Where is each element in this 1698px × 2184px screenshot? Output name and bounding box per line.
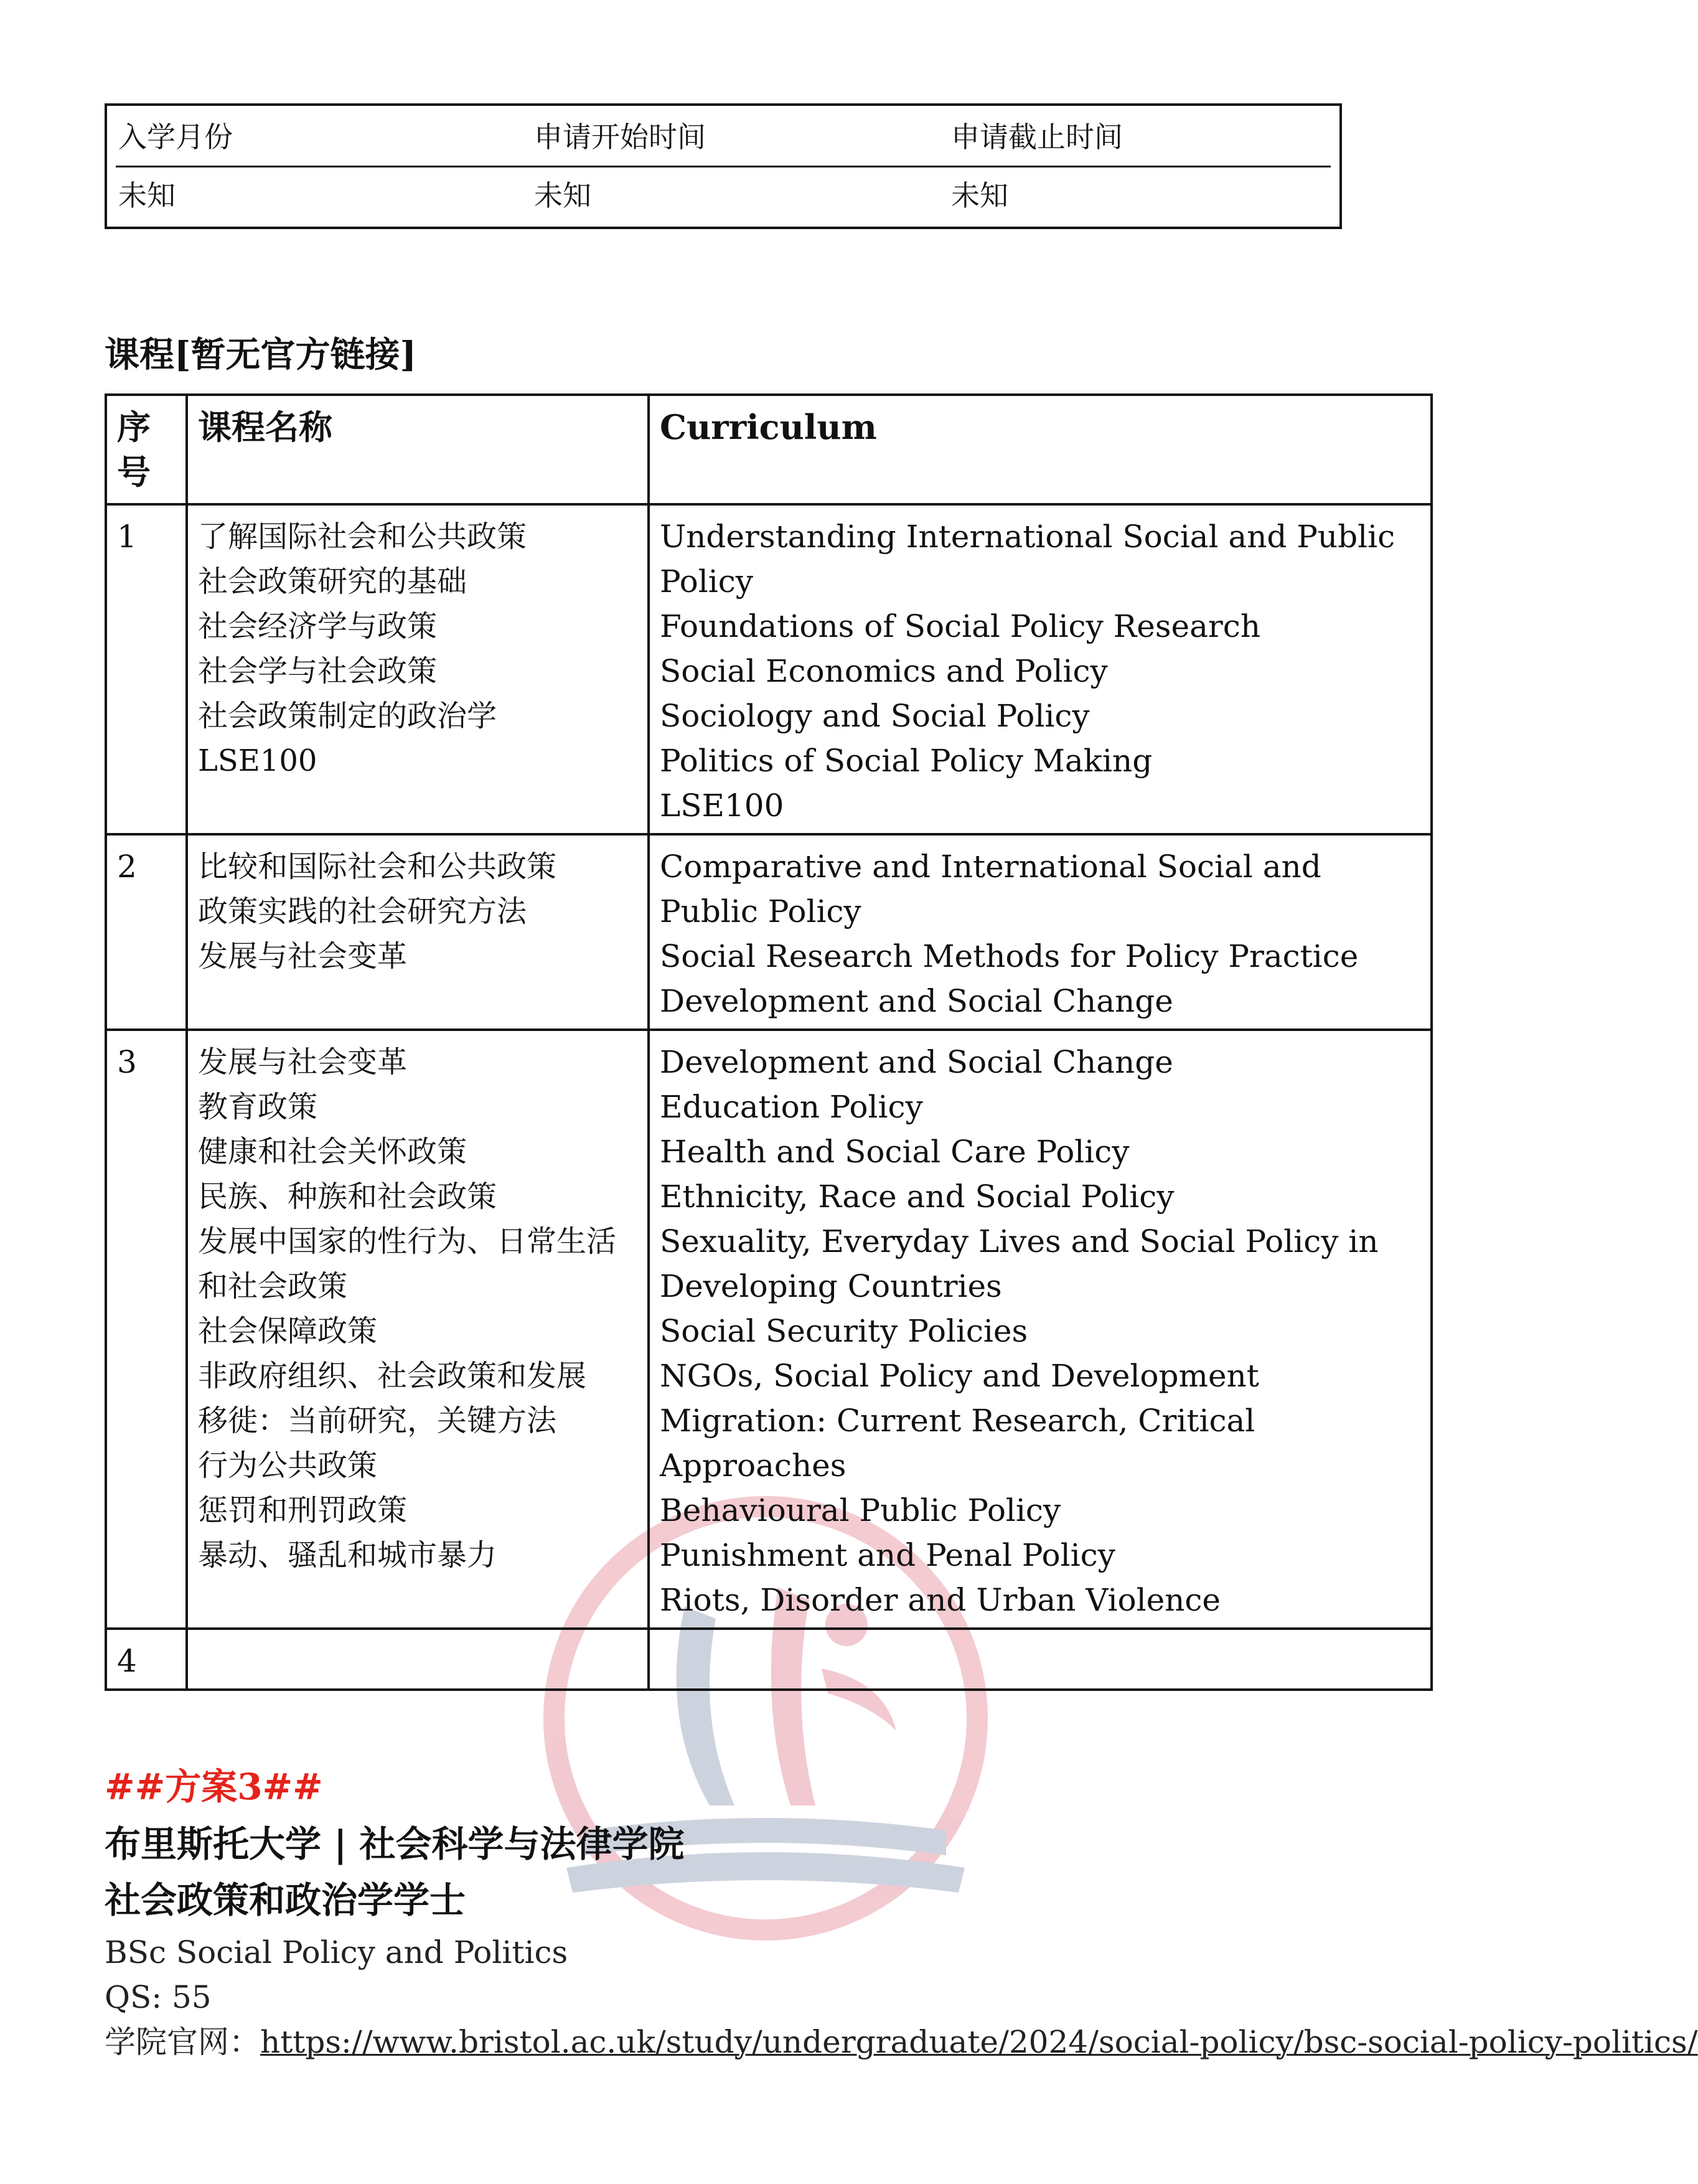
website-link[interactable]: https://www.bristol.ac.uk/study/undergraduate/2024/social-policy/bsc-social-policy-politics/ xyxy=(260,2024,1698,2060)
curriculum-row-index: 1 xyxy=(106,504,187,834)
course-name-english: Behavioural Public Policy xyxy=(660,1492,1061,1528)
curriculum-row xyxy=(106,1030,1432,1629)
university-name: 布里斯托大学 | 社会科学与法律学院 xyxy=(105,1823,685,1865)
intake-table xyxy=(105,103,1342,229)
course-name-english: Ethnicity, Race and Social Policy xyxy=(660,1179,1175,1215)
course-name-english: Sociology and Social Policy xyxy=(660,698,1090,734)
course-name-english: Punishment and Penal Policy xyxy=(660,1537,1115,1573)
curriculum-row-chinese xyxy=(187,504,649,834)
course-name-english: Foundations of Social Policy Research xyxy=(660,608,1261,644)
curriculum-row-index: 4 xyxy=(106,1629,187,1690)
intake-header-row xyxy=(116,108,1331,167)
curriculum-row-chinese xyxy=(187,1030,649,1629)
course-name-chinese: 非政府组织、社会政策和发展 xyxy=(198,1358,587,1393)
course-name-english: Comparative and International Social and Public Policy xyxy=(660,849,1321,930)
curriculum-section-title: 课程[暂无官方链接] xyxy=(105,334,416,375)
course-name-english: Politics of Social Policy Making xyxy=(660,743,1153,779)
course-name-chinese: 发展中国家的性行为、日常生活和社会政策 xyxy=(198,1224,617,1304)
course-name-chinese: 惩罚和刑罚政策 xyxy=(198,1493,408,1528)
course-name-chinese: 社会保障政策 xyxy=(198,1314,378,1349)
course-name-english: LSE100 xyxy=(660,788,784,824)
course-name-chinese: 社会经济学与政策 xyxy=(198,609,438,644)
course-name-chinese: 社会学与社会政策 xyxy=(198,654,438,689)
website-label: 学院官网： xyxy=(105,2024,260,2060)
course-name-chinese: 健康和社会关怀政策 xyxy=(198,1134,467,1169)
course-name-english: Development and Social Change xyxy=(660,983,1173,1019)
degree-english: BSc Social Policy and Politics xyxy=(105,1934,568,1970)
curriculum-body xyxy=(106,504,1432,1690)
intake-header-deadline: 申请截止时间 xyxy=(951,120,1123,154)
curriculum-header-row xyxy=(106,395,1432,504)
course-name-english: Migration: Current Research, Critical Approaches xyxy=(660,1403,1255,1484)
course-name-english: Social Research Methods for Policy Practice xyxy=(660,938,1359,974)
course-name-english: Education Policy xyxy=(660,1089,923,1125)
course-name-chinese: 暴动、骚乱和城市暴力 xyxy=(198,1538,497,1573)
intake-value-row xyxy=(116,167,1331,224)
curriculum-table xyxy=(105,393,1433,1691)
intake-value-month: 未知 xyxy=(118,179,176,212)
course-name-chinese: LSE100 xyxy=(198,743,317,778)
course-name-english: Understanding International Social and Public Policy xyxy=(660,519,1395,600)
course-name-chinese: 发展与社会变革 xyxy=(198,939,408,974)
course-name-chinese: 比较和国际社会和公共政策 xyxy=(198,849,557,884)
course-name-english: Social Economics and Policy xyxy=(660,653,1108,689)
course-name-english: Riots, Disorder and Urban Violence xyxy=(660,1582,1221,1618)
course-name-chinese: 移徙：当前研究，关键方法 xyxy=(198,1403,557,1438)
course-name-chinese: 政策实践的社会研究方法 xyxy=(198,894,527,929)
course-name-english: Health and Social Care Policy xyxy=(660,1134,1130,1170)
curriculum-row xyxy=(106,834,1432,1030)
course-name-chinese: 了解国际社会和公共政策 xyxy=(198,519,527,554)
option3-title: ##方案3## xyxy=(105,1766,323,1808)
curriculum-header-index: 序号 xyxy=(106,395,187,504)
curriculum-row-chinese xyxy=(187,1629,649,1690)
curriculum-row xyxy=(106,504,1432,834)
curriculum-row-english xyxy=(649,1629,1432,1690)
qs-ranking: QS: 55 xyxy=(105,1979,212,2015)
curriculum-row-index: 2 xyxy=(106,834,187,1030)
degree-chinese: 社会政策和政治学学士 xyxy=(105,1879,466,1921)
course-name-chinese: 民族、种族和社会政策 xyxy=(198,1179,497,1214)
course-name-chinese: 社会政策制定的政治学 xyxy=(198,699,497,733)
curriculum-header-chinese: 课程名称 xyxy=(187,395,649,504)
course-name-english: Social Security Policies xyxy=(660,1313,1028,1349)
course-name-english: NGOs, Social Policy and Development xyxy=(660,1358,1259,1394)
intake-value-deadline: 未知 xyxy=(951,179,1008,212)
curriculum-row-index: 3 xyxy=(106,1030,187,1629)
curriculum-row-english xyxy=(649,1030,1432,1629)
course-name-chinese: 发展与社会变革 xyxy=(198,1045,408,1080)
course-name-english: Sexuality, Everyday Lives and Social Policy in Developing Countries xyxy=(660,1223,1379,1304)
curriculum-header-english: Curriculum xyxy=(649,395,1432,504)
course-name-chinese: 行为公共政策 xyxy=(198,1448,378,1483)
website-line xyxy=(105,2020,1698,2064)
curriculum-row-english xyxy=(649,834,1432,1030)
intake-value-start: 未知 xyxy=(534,179,591,212)
curriculum-row-english xyxy=(649,504,1432,834)
course-name-chinese: 教育政策 xyxy=(198,1090,318,1124)
curriculum-row-chinese xyxy=(187,834,649,1030)
curriculum-row xyxy=(106,1629,1432,1690)
intake-header-start: 申请开始时间 xyxy=(534,120,706,154)
course-name-english: Development and Social Change xyxy=(660,1044,1173,1080)
course-name-chinese: 社会政策研究的基础 xyxy=(198,564,467,599)
intake-header-month: 入学月份 xyxy=(118,120,233,154)
